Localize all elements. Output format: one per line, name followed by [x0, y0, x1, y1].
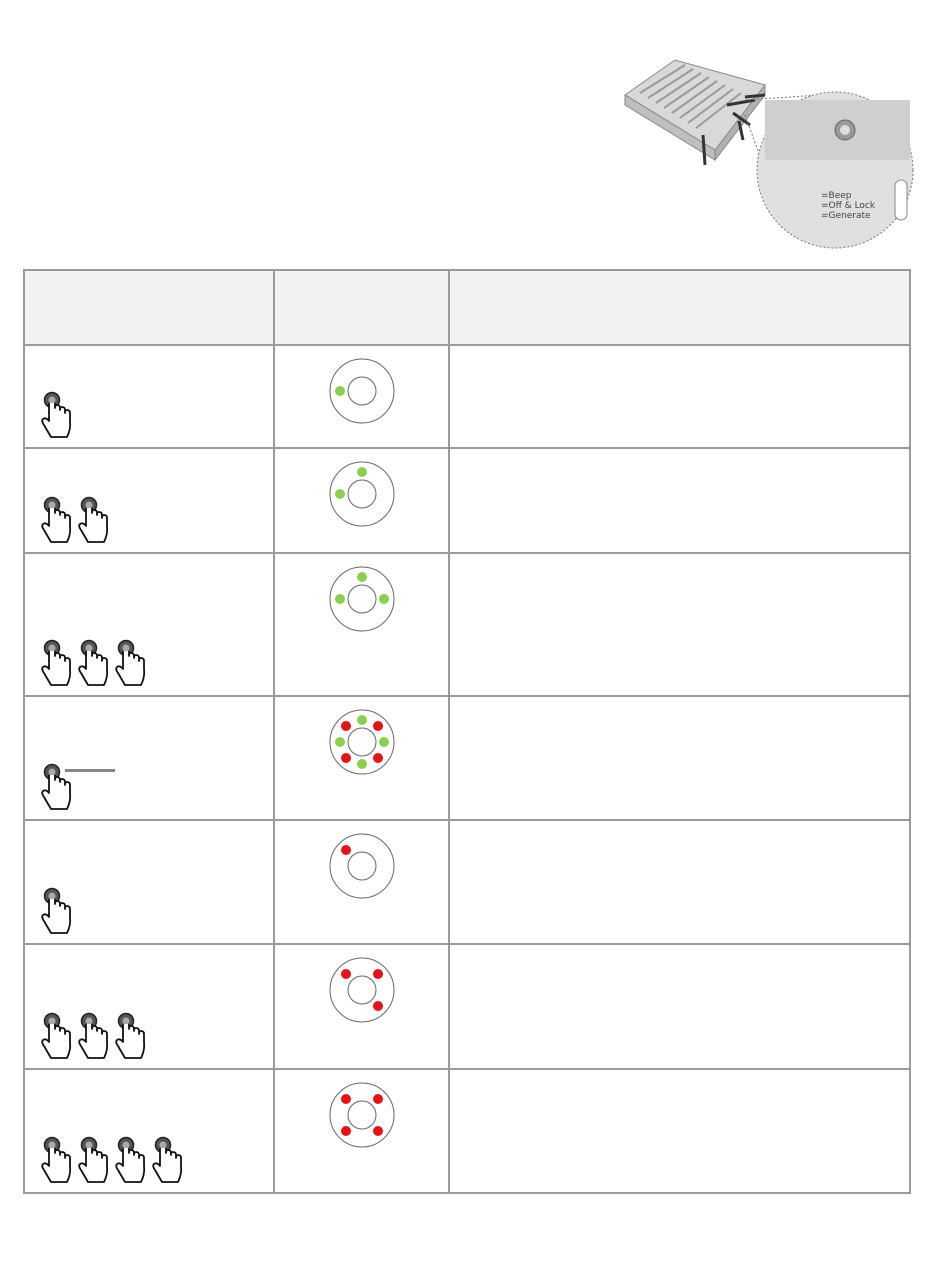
led-dot: [357, 467, 367, 477]
press-hand-icon: [39, 1012, 150, 1060]
description-cell: [450, 697, 909, 819]
description-cell: [450, 449, 909, 552]
led-cell: [275, 697, 450, 819]
operation-cell: [25, 821, 275, 943]
press-hand-icon: [39, 1136, 187, 1184]
press-hand-icon: [39, 639, 150, 687]
table-row: [25, 344, 909, 447]
led-dot: [335, 489, 345, 499]
led-dot: [341, 845, 351, 855]
label-generate: =Generate: [821, 211, 871, 221]
led-ring-icon: [327, 1080, 397, 1154]
led-dot: [357, 572, 367, 582]
table-row: [25, 552, 909, 695]
led-cell: [275, 945, 450, 1068]
button-operation-table: [23, 269, 911, 1194]
table-row: [25, 1068, 909, 1192]
led-dot: [373, 1094, 383, 1104]
label-beep: =Beep: [821, 191, 852, 201]
led-ring-icon: [327, 955, 397, 1029]
led-dot: [373, 753, 383, 763]
description-cell: [450, 1070, 909, 1192]
led-ring-icon: [327, 707, 397, 781]
led-dot: [341, 753, 351, 763]
led-dot: [357, 715, 367, 725]
led-dot: [341, 969, 351, 979]
press-hand-icon: [39, 763, 76, 811]
led-ring-icon: [327, 356, 397, 430]
led-dot: [373, 1001, 383, 1011]
header-description: [450, 271, 909, 344]
led-dot: [373, 969, 383, 979]
device-body: [625, 60, 765, 165]
description-cell: [450, 346, 909, 447]
led-dot: [373, 721, 383, 731]
table-row: [25, 447, 909, 552]
table-row: [25, 695, 909, 819]
led-ring-icon: [327, 564, 397, 638]
description-cell: [450, 554, 909, 695]
device-illustration: [615, 55, 915, 255]
table-row: [25, 943, 909, 1068]
header-led: [275, 271, 450, 344]
table-row: [25, 819, 909, 943]
description-cell: [450, 821, 909, 943]
led-cell: [275, 346, 450, 447]
led-dot: [335, 594, 345, 604]
led-dot: [357, 759, 367, 769]
led-dot: [379, 737, 389, 747]
zoom-detail: [757, 92, 913, 248]
led-dot: [341, 721, 351, 731]
table-header-row: [25, 271, 909, 344]
led-dot: [341, 1126, 351, 1136]
led-dot: [341, 1094, 351, 1104]
led-ring-icon: [327, 831, 397, 905]
operation-cell: [25, 945, 275, 1068]
press-hand-icon: [39, 887, 76, 935]
led-dot: [379, 594, 389, 604]
operation-cell: [25, 346, 275, 447]
led-dot: [335, 386, 345, 396]
operation-cell: [25, 1070, 275, 1192]
led-dot: [335, 737, 345, 747]
header-operation: [25, 271, 275, 344]
description-cell: [450, 945, 909, 1068]
operation-cell: [25, 554, 275, 695]
operation-cell: [25, 449, 275, 552]
label-off-lock: =Off & Lock: [821, 201, 876, 211]
led-cell: [275, 1070, 450, 1192]
operation-cell: [25, 697, 275, 819]
led-cell: [275, 449, 450, 552]
press-hand-icon: [39, 496, 113, 544]
led-dot: [373, 1126, 383, 1136]
led-ring-icon: [327, 459, 397, 533]
led-cell: [275, 554, 450, 695]
led-cell: [275, 821, 450, 943]
long-press-bar: [65, 769, 115, 772]
press-hand-icon: [39, 391, 76, 439]
